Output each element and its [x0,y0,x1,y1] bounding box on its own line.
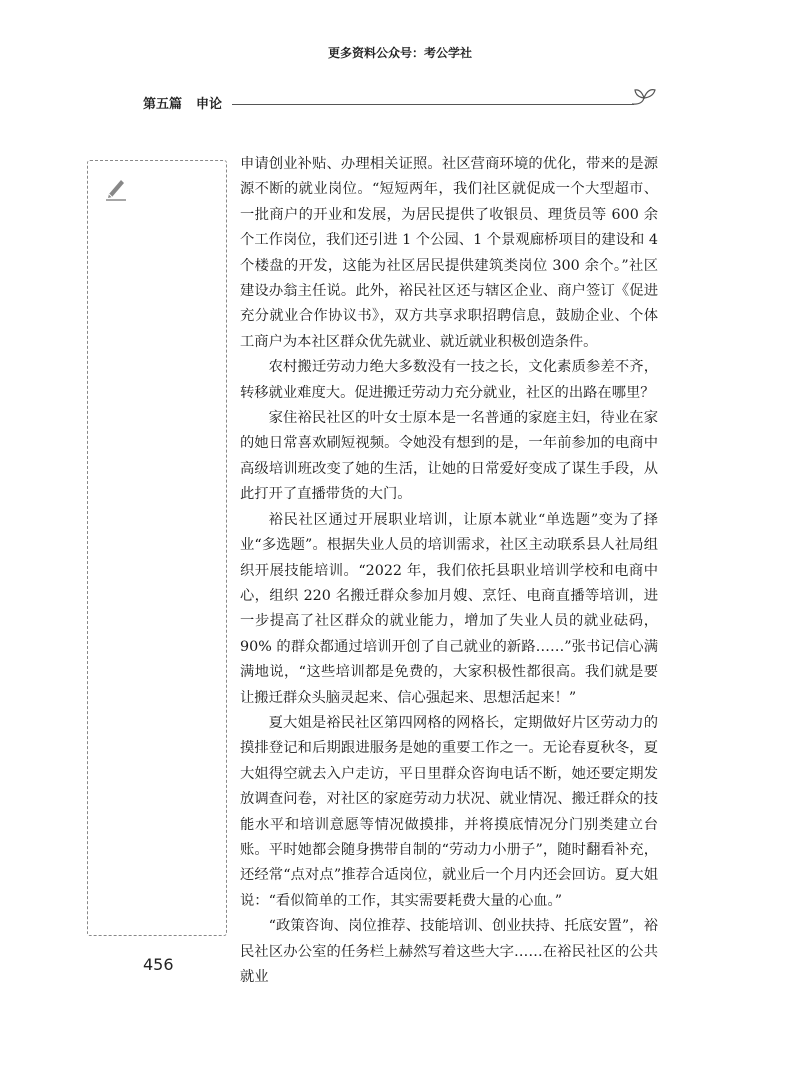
notes-sidebar [87,160,227,936]
header-rule [232,104,634,105]
sprout-icon [630,84,658,108]
paragraph: 申请创业补贴、办理相关证照。社区营商环境的优化，带来的是源源不断的就业岗位。“短短两年，我们社区就促成一个大型超市、一批商户的开业和发展，为居民提供了收银员、理货员等 600 余个工作岗位，我们还引进 1 个公园、1 个景观廊桥项目的建设和 4 个楼盘的开发，这能为社区居民提供建筑类岗位 300 余个。”社区建设办翁主任说。此外，裕民社区还与辖区企业、商户签订《促进充分就业合作协议书》，双方共享求职招聘信息，鼓励企业、个体工商户为本社区群众优先就业、就近就业积极创造条件。 [240,156,658,350]
page-number: 456 [143,955,174,974]
paragraph: 农村搬迁劳动力绝大多数没有一技之长，文化素质参差不齐，转移就业难度大。促进搬迁劳动力充分就业，社区的出路在哪里？ [240,359,658,401]
section-title: 申论 [196,97,223,112]
paragraph: 夏大姐是裕民社区第四网格的网格长，定期做好片区劳动力的摸排登记和后期跟进服务是她的重要工作之一。无论春夏秋冬，夏大姐得空就去入户走访，平日里群众咨询电话不断，她还要定期发放调查问卷，对社区的家庭劳动力状况、就业情况、搬迁群众的技能水平和培训意愿等情况做摸排，并将摸底情况分门别类建立台账。平时她都会随身携带自制的“劳动力小册子”，随时翻看补充，还经常“点对点”推荐合适岗位，就业后一个月内还会回访。夏大姐说：“看似简单的工作，其实需要耗费大量的心血。” [240,714,658,909]
pencil-icon [103,176,129,202]
part-label: 第五篇 [143,97,183,112]
paragraph: “政策咨询、岗位推荐、技能培训、创业扶持、托底安置”，裕民社区办公室的任务栏上赫然写着这些大字……在裕民社区的公共就业 [240,918,658,985]
top-banner: 更多资料公众号：考公学社 [327,46,472,60]
paragraph: 家住裕民社区的叶女士原本是一名普通的家庭主妇，待业在家的她日常喜欢刷短视频。令她没有想到的是，一年前参加的电商中高级培训班改变了她的生活，让她的日常爱好变成了谋生手段，从此打开了直播带货的大门。 [240,410,658,503]
body-text [240,152,658,990]
paragraph: 裕民社区通过开展职业培训，让原本就业“单选题”变为了择业“多选题”。根据失业人员的培训需求，社区主动联系县人社局组织开展技能培训。“2022 年，我们依托县职业培训学校和电商中心，组织 220 名搬迁群众参加月嫂、烹饪、电商直播等培训，进一步提高了社区群众的就业能力，增加了失业人员的就业砝码，90% 的群众都通过培训开创了自己就业的新路……”张书记信心满满地说，“这些培训都是免费的，大家积极性都很高。我们就是要让搬迁群众头脑灵起来、信心强起来、思想活起来！” [240,511,658,706]
running-header [143,93,222,112]
